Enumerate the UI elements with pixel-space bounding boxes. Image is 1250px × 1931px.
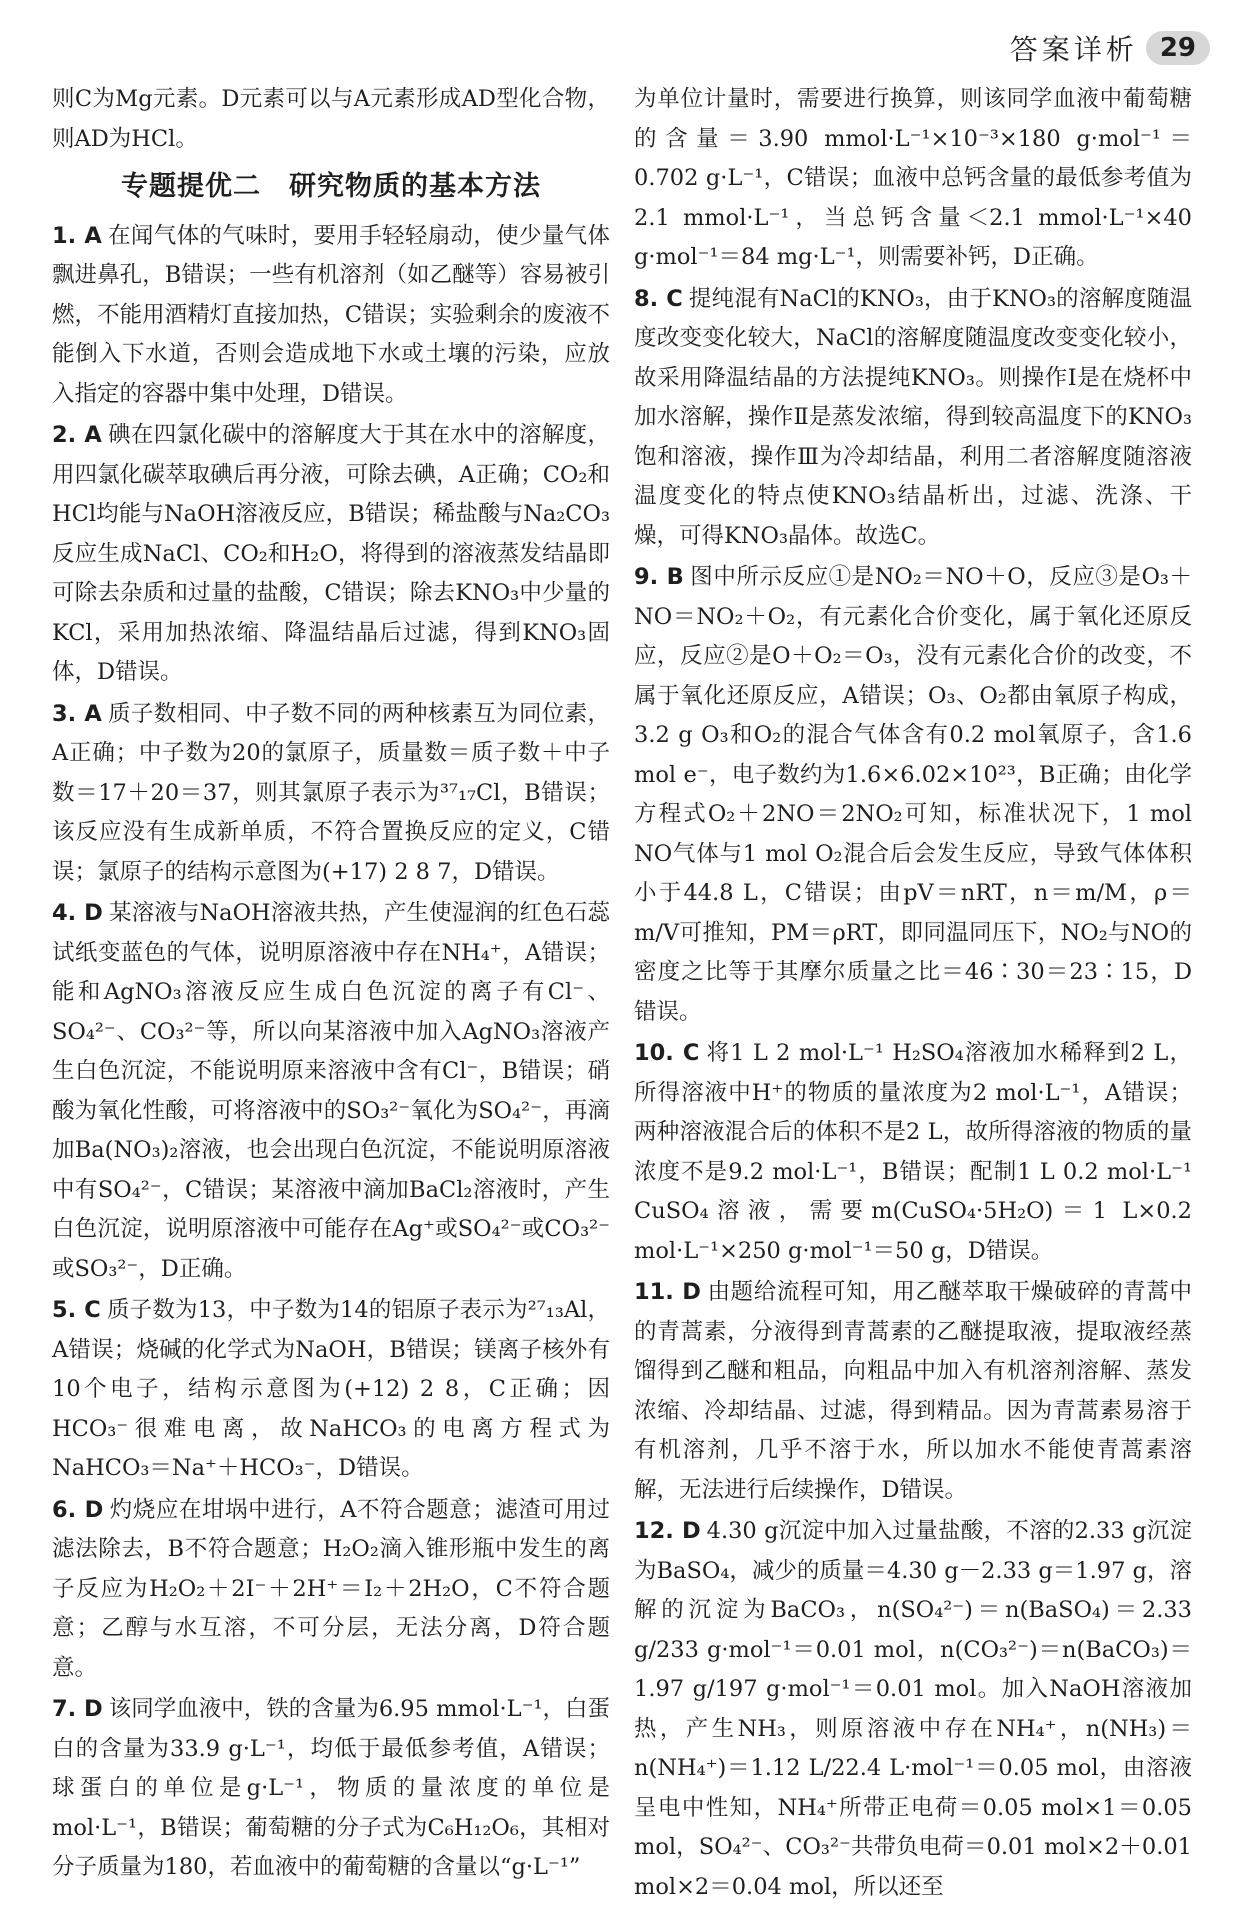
- answer-item: [634, 558, 1192, 1032]
- answer-item: [52, 1491, 610, 1689]
- answer-item: [52, 695, 610, 893]
- answer-text: 提纯混有NaCl的KNO₃，由于KNO₃的溶解度随温度改变变化较大，NaCl的溶解度随温度改变变化较小，故采用降温结晶的方法提纯KNO₃。则操作Ⅰ是在烧杯中加水溶解，操作Ⅱ是蒸发浓缩，得到较高温度下的KNO₃饱和溶液，操作Ⅲ为冷却结晶，利用二者溶解度随溶液温度变化的特点使KNO₃结晶析出，过滤、洗涤、干燥，可得KNO₃晶体。故选C。: [634, 285, 1192, 549]
- answer-number: 7. D: [52, 1696, 103, 1722]
- answer-number: 2. A: [52, 422, 102, 448]
- answer-item: [634, 1512, 1192, 1907]
- answer-item: [52, 416, 610, 693]
- answer-item: [52, 217, 610, 415]
- answer-item: [52, 1291, 610, 1489]
- header-label: 答案详析: [1009, 33, 1138, 66]
- answer-text: 由题给流程可知，用乙醚萃取干燥破碎的青蒿中的青蒿素，分液得到青蒿素的乙醚提取液，提取液经蒸馏得到乙醚和粗品，向粗品中加入有机溶剂溶解、蒸发浓缩、冷却结晶、过滤，得到精品。因为青蒿素易溶于有机溶剂，几乎不溶于水，所以加水不能使青蒿素溶解，无法进行后续操作，D错误。: [634, 1279, 1192, 1503]
- answer-number: 10. C: [634, 1040, 700, 1066]
- answer-number: 9. B: [634, 564, 684, 590]
- answer-number: 12. D: [634, 1518, 701, 1544]
- answer-number: 8. C: [634, 285, 683, 312]
- left-column: [52, 80, 610, 1890]
- answer-item: [52, 1690, 610, 1888]
- answer-text: 某溶液与NaOH溶液共热，产生使湿润的红色石蕊试纸变蓝色的气体，说明原溶液中存在NH₄⁺，A错误；能和AgNO₃溶液反应生成白色沉淀的离子有Cl⁻、SO₄²⁻、CO₃²⁻等，所以向某溶液中加入AgNO₃溶液产生白色沉淀，不能说明原来溶液中含有Cl⁻，B错误；硝酸为氧化性酸，可将溶液中的SO₃²⁻氧化为SO₄²⁻，再滴加Ba(NO₃)₂溶液，也会出现白色沉淀，不能说明原溶液中有SO₄²⁻，C错误；某溶液中滴加BaCl₂溶液时，产生白色沉淀，说明原溶液中可能存在Ag⁺或SO₄²⁻或CO₃²⁻或SO₃²⁻，D正确。: [52, 900, 610, 1282]
- section-title: 专题提优二 研究物质的基本方法: [121, 171, 541, 202]
- answer-item: [52, 894, 610, 1289]
- answer-number: 4. D: [52, 900, 103, 926]
- answer-text: 图中所示反应①是NO₂＝NO＋O，反应③是O₃＋NO＝NO₂＋O₂，有元素化合价变化，属于氧化还原反应，反应②是O＋O₂＝O₃，没有元素化合价的改变，不属于氧化还原反应，A错误；O₃、O₂都由氧原子构成，3.2 g O₃和O₂的混合气体含有0.2 mol氧原子，含1.6 mol e⁻，电子数约为1.6×6.02×10²³，B正确；由化学方程式O₂＋2NO＝2NO₂可知，标准状况下，1 mol NO气体与1 mol O₂混合后会发生反应，导致气体体积小于44.8 L，C错误；由pV＝nRT，n＝m/M，ρ＝m/V可推知，PM＝ρRT，即同温同压下，NO₂与NO的密度之比等于其摩尔质量之比＝46∶30＝23∶15，D错误。: [634, 564, 1193, 1025]
- answer-number: 11. D: [634, 1279, 701, 1305]
- answer-item: [634, 1034, 1192, 1271]
- answer-number: 5. C: [52, 1297, 101, 1323]
- answer-text: 灼烧应在坩埚中进行，A不符合题意；滤渣可用过滤法除去，B不符合题意；H₂O₂滴入锥形瓶中发生的离子反应为H₂O₂＋2I⁻＋2H⁺＝I₂＋2H₂O，C不符合题意；乙醇与水互溶，不可分层，无法分离，D符合题意。: [52, 1496, 611, 1681]
- answer-text: 碘在四氯化碳中的溶解度大于其在水中的溶解度，用四氯化碳萃取碘后再分液，可除去碘，A正确；CO₂和HCl均能与NaOH溶液反应，B错误；稀盐酸与Na₂CO₃反应生成NaCl、CO₂和H₂O，将得到的溶液蒸发结晶即可除去杂质和过量的盐酸，C错误；除去KNO₃中少量的KCl，采用加热浓缩、降温结晶后过滤，得到KNO₃固体，D错误。: [52, 422, 610, 685]
- answer-text: 将1 L 2 mol·L⁻¹ H₂SO₄溶液加水稀释到2 L，所得溶液中H⁺的物质的量浓度为2 mol·L⁻¹，A错误；两种溶液混合后的体积不是2 L，故所得溶液的物质的量浓度不是9.2 mol·L⁻¹，B错误；配制1 L 0.2 mol·L⁻¹ CuSO₄溶液，需要m(CuSO₄·5H₂O)＝1 L×0.2 mol·L⁻¹×250 g·mol⁻¹＝50 g，D错误。: [634, 1040, 1192, 1264]
- page-header: [1010, 28, 1210, 68]
- continuation-paragraph: 为单位计量时，需要进行换算，则该同学血液中葡萄糖的含量＝3.90 mmol·L⁻¹×10⁻³×180 g·mol⁻¹＝0.702 g·L⁻¹，C错误；血液中总钙含量的最低参考值为2.1 mmol·L⁻¹，当总钙含量＜2.1 mmol·L⁻¹×40 g·mol⁻¹＝84 mg·L⁻¹，则需要补钙，D正确。: [634, 86, 1192, 270]
- answer-number: 6. D: [52, 1496, 104, 1523]
- intro-paragraph: 则C为Mg元素。D元素可以与A元素形成AD型化合物，则AD为HCl。: [52, 86, 610, 152]
- answer-text: 在闻气体的气味时，要用手轻轻扇动，使少量气体飘进鼻孔，B错误；一些有机溶剂（如乙醚等）容易被引燃，不能用酒精灯直接加热，C错误；实验剩余的废液不能倒入下水道，否则会造成地下水或土壤的污染，应放入指定的容器中集中处理，D错误。: [52, 222, 610, 407]
- answer-text: 4.30 g沉淀中加入过量盐酸，不溶的2.33 g沉淀为BaSO₄，减少的质量＝4.30 g－2.33 g＝1.97 g，溶解的沉淀为BaCO₃，n(SO₄²⁻)＝n(BaSO₄)＝2.33 g/233 g·mol⁻¹＝0.01 mol，n(CO₃²⁻)＝n(BaCO₃)＝1.97 g/197 g·mol⁻¹＝0.01 mol。加入NaOH溶液加热，产生NH₃，则原溶液中存在NH₄⁺，n(NH₃)＝n(NH₄⁺)＝1.12 L/22.4 L·mol⁻¹＝0.05 mol，由溶液呈电中性知，NH₄⁺所带正电荷＝0.05 mol×1＝0.05 mol，SO₄²⁻、CO₃²⁻共带负电荷＝0.01 mol×2＋0.01 mol×2＝0.04 mol，所以还至: [634, 1518, 1192, 1900]
- answer-item: [634, 280, 1192, 557]
- answer-item: [634, 1273, 1192, 1510]
- right-column: [634, 80, 1192, 1909]
- page-number: 29: [1146, 31, 1210, 65]
- answer-number: 1. A: [52, 222, 102, 249]
- answer-text: 质子数为13，中子数为14的铝原子表示为²⁷₁₃Al，A错误；烧碱的化学式为NaOH，B错误；镁离子核外有10个电子，结构示意图为(+12) 2 8，C正确；因HCO₃⁻很难电离，故NaHCO₃的电离方程式为NaHCO₃＝Na⁺＋HCO₃⁻，D错误。: [52, 1297, 610, 1481]
- answer-text: 该同学血液中，铁的含量为6.95 mmol·L⁻¹，白蛋白的含量为33.9 g·L⁻¹，均低于最低参考值，A错误；球蛋白的单位是g·L⁻¹，物质的量浓度的单位是mol·L⁻¹，B错误；葡萄糖的分子式为C₆H₁₂O₆，其相对分子质量为180，若血液中的葡萄糖的含量以“g·L⁻¹”: [52, 1696, 611, 1880]
- answer-text: 质子数相同、中子数不同的两种核素互为同位素，A正确；中子数为20的氯原子，质量数＝质子数＋中子数＝17＋20＝37，则其氯原子表示为³⁷₁₇Cl，B错误；该反应没有生成新单质，不符合置换反应的定义，C错误；氯原子的结构示意图为(+17) 2 8 7，D错误。: [52, 700, 610, 885]
- answer-number: 3. A: [52, 700, 102, 727]
